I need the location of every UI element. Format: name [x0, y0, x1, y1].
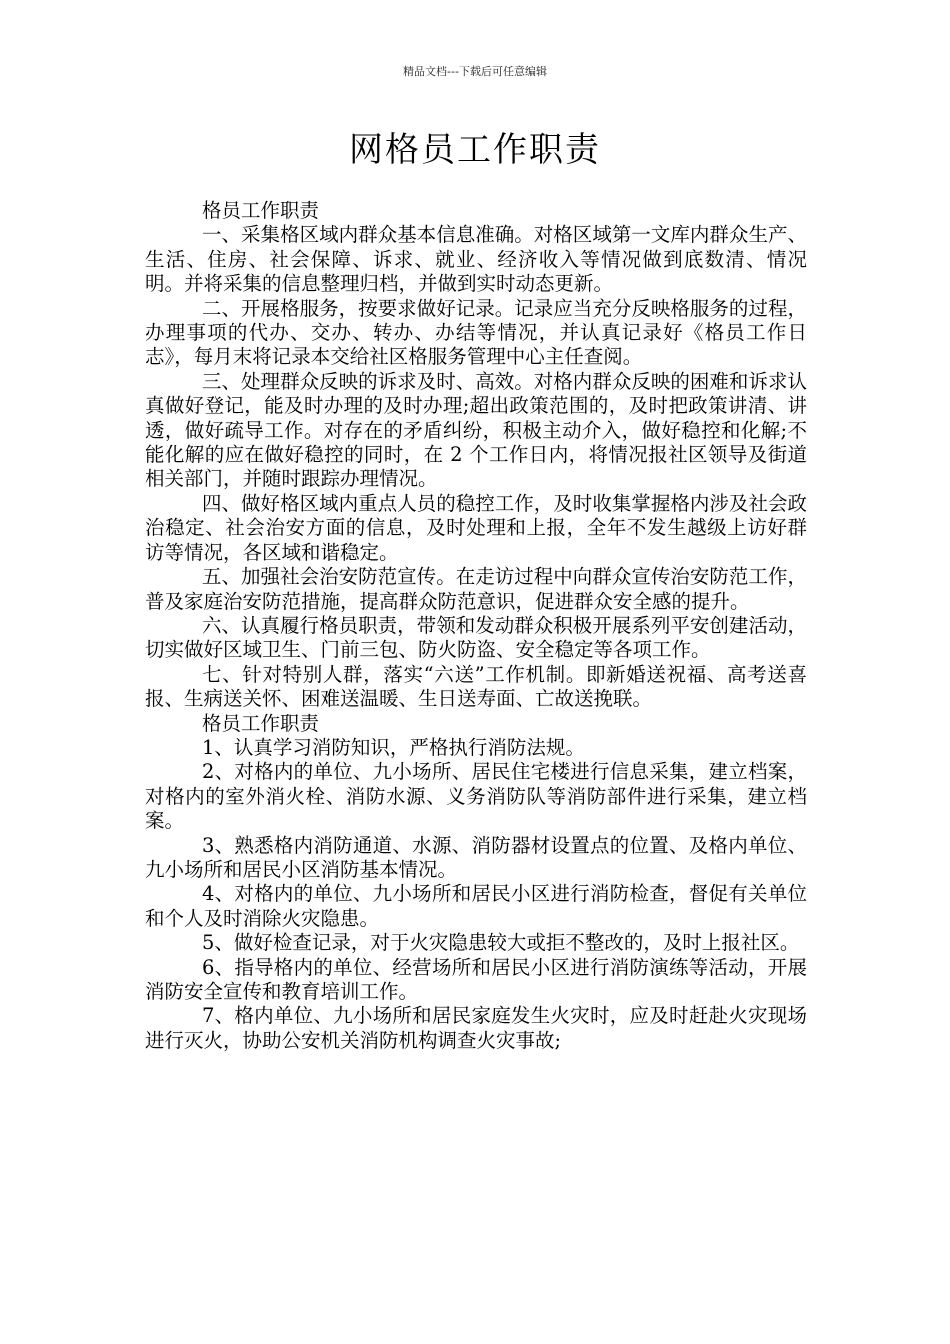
section-heading: 格员工作职责 [202, 199, 320, 222]
paragraph: 七、针对特别人群，落实“六送”工作机制。即新婚送祝福、高考送喜报、生病送关怀、困难送温暖、生日送寿面、亡故送挽联。 [145, 662, 807, 711]
paragraph: 2、对格内的单位、九小场所、居民住宅楼进行信息采集，建立档案，对格内的室外消火栓、消防水源、义务消防队等消防部件进行采集，建立档案。 [145, 760, 807, 833]
paragraph: 5、做好检查记录，对于火灾隐患较大或拒不整改的，及时上报社区。 [202, 931, 800, 955]
document-body [145, 199, 807, 1053]
paragraph: 一、采集格区域内群众基本信息准确。对格区域第一文库内群众生产、生活、住房、社会保障、诉求、就业、经济收入等情况做到底数清、情况明。并将采集的信息整理归档，并做到实时动态更新。 [145, 223, 807, 296]
document-title: 网格员工作职责 [349, 130, 601, 170]
paragraph: 1、认真学习消防知识，严格执行消防法规。 [202, 735, 585, 759]
paragraph: 五、加强社会治安防范宣传。在走访过程中向群众宣传治安防范工作，普及家庭治安防范措施，提高群众防范意识，促进群众安全感的提升。 [145, 565, 807, 613]
paragraph: 二、开展格服务，按要求做好记录。记录应当充分反映格服务的过程，办理事项的代办、交办、转办、办结等情况，并认真记录好《格员工作日志》，每月末将记录本交给社区格服务管理中心主任查阅。 [145, 296, 807, 369]
paragraph: 四、做好格区域内重点人员的稳控工作，及时收集掌握格内涉及社会政治稳定、社会治安方面的信息，及时处理和上报，全年不发生越级上访好群访等情况，各区域和谐稳定。 [145, 491, 807, 564]
paragraph: 三、处理群众反映的诉求及时、高效。对格内群众反映的困难和诉求认真做好登记，能及时办理的及时办理;超出政策范围的，及时把政策讲清、讲透，做好疏导工作。对存在的矛盾纠纷，积极主动介入，做好稳控和化解;不能化解的应在做好稳控的同时，在 2 个工作日内，将情况报社区领导及街道相关部门，并随时跟踪办理情况。 [145, 369, 807, 491]
header-note: 精品文档---下载后可任意编辑 [403, 65, 547, 78]
paragraph: 6、指导格内的单位、经营场所和居民小区进行消防演练等活动，开展消防安全宣传和教育培训工作。 [145, 955, 807, 1003]
paragraph: 3、熟悉格内消防通道、水源、消防器材设置点的位置、及格内单位、九小场所和居民小区消防基本情况。 [145, 833, 807, 881]
paragraph: 六、认真履行格员职责，带领和发动群众积极开展系列平安创建活动，切实做好区域卫生、门前三包、防火防盗、安全稳定等各项工作。 [145, 613, 807, 662]
section-heading: 格员工作职责 [202, 711, 320, 735]
paragraph: 7、格内单位、九小场所和居民家庭发生火灾时，应及时赶赴火灾现场进行灭火，协助公安机关消防机构调查火灾事故; [145, 1004, 807, 1052]
paragraph: 4、对格内的单位、九小场所和居民小区进行消防检查，督促有关单位和个人及时消除火灾隐患。 [145, 882, 807, 930]
